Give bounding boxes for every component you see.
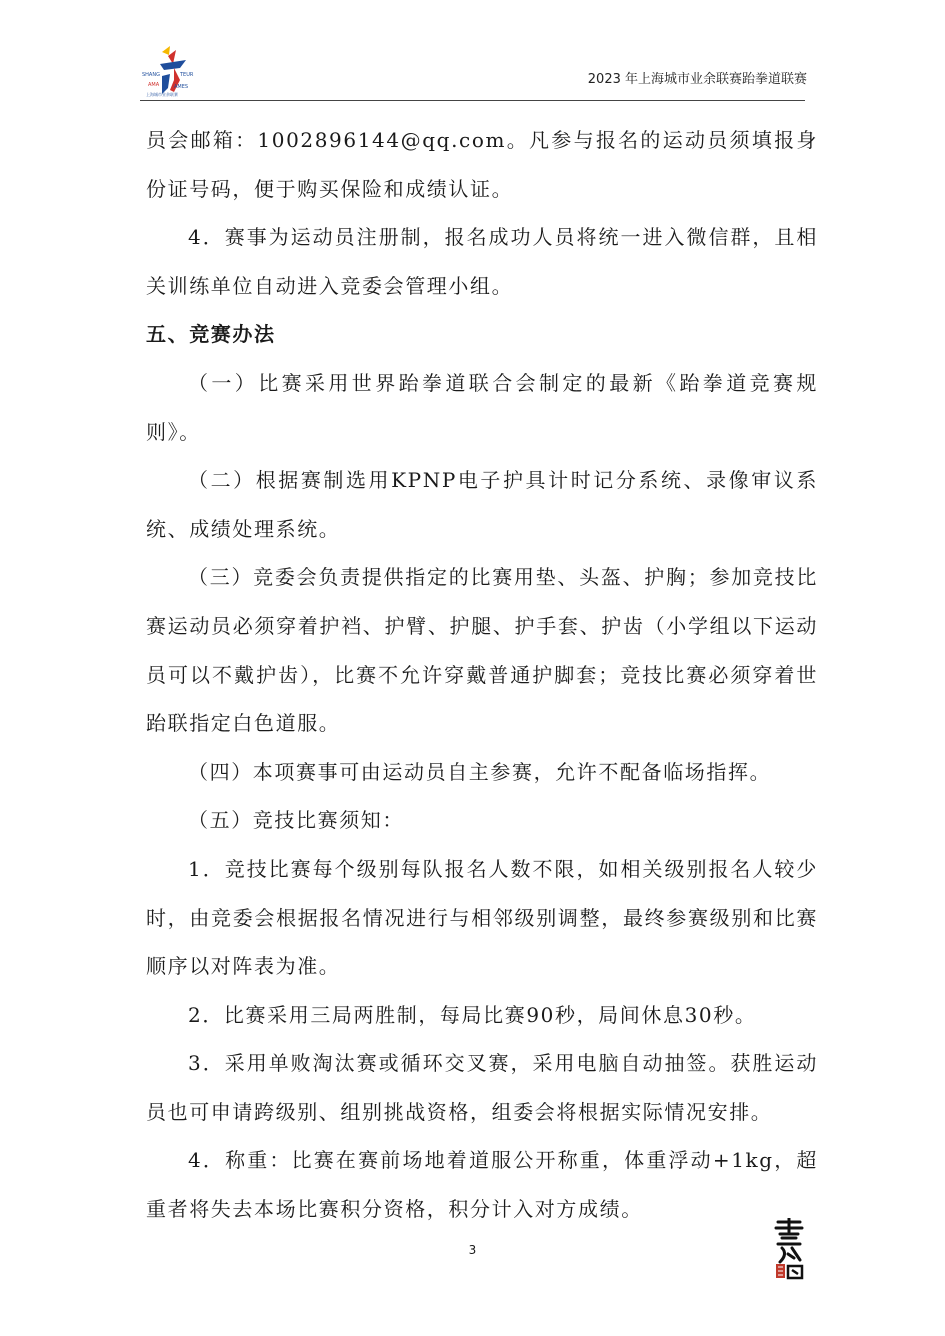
paragraph-2: 4．赛事为运动员注册制，报名成功人员将统一进入微信群，且相关训练单位自动进入竞委会管理小组。 (146, 225, 818, 298)
paragraph-11: 4．称重：比赛在赛前场地着道服公开称重，体重浮动+1kg，超重者将失去本场比赛积分资格，积分计入对方成绩。 (146, 1148, 818, 1222)
paragraph-10: 3．采用单败淘汰赛或循环交叉赛，采用电脑自动抽签。获胜运动员也可申请跨级别、组别挑战资格，组委会将根据实际情况安排。 (146, 1051, 818, 1124)
paragraph-8: 1．竞技比赛每个级别每队报名人数不限，如相关级别报名人较少时，由竞委会根据报名情况进行与相邻级别调整，最终参赛级别和比赛顺序以对阵表为准。 (146, 856, 818, 979)
svg-text:TEUR: TEUR (180, 72, 194, 78)
shanghai-amateur-games-logo-icon (140, 46, 218, 102)
paragraph-3: （一）比赛采用世界跆拳道联合会制定的最新《跆拳道竞赛规则》。 (146, 370, 818, 444)
paragraph-9: 2．比赛采用三局两胜制，每局比赛90秒，局间休息30秒。 (188, 1002, 757, 1027)
document-body (146, 116, 818, 1234)
header-title: 2023 年上海城市业余联赛跆拳道联赛 (587, 72, 807, 87)
section-heading: 五、竞赛办法 (146, 322, 276, 347)
paragraph-7: （五）竞技比赛须知： (188, 808, 404, 833)
svg-text:AMES: AMES (174, 84, 189, 90)
header-divider (140, 100, 805, 101)
svg-text:上海城市业余联赛: 上海城市业余联赛 (146, 92, 178, 97)
svg-text:AMA: AMA (148, 82, 160, 88)
paragraph-6: （四）本项赛事可由运动员自主参赛，允许不配备临场指挥。 (188, 759, 772, 784)
paragraph-4: （二）根据赛制选用KPNP电子护具计时记分系统、录像审议系统、成绩处理系统。 (146, 468, 818, 541)
page-number: 3 (468, 1243, 477, 1257)
paragraph-1: 员会邮箱：1002896144@qq.com。凡参与报名的运动员须填报身份证号码，便于购买保险和成绩认证。 (146, 128, 818, 201)
paragraph-5: （三）竞委会负责提供指定的比赛用垫、头盔、护胸；参加竞技比赛运动员必须穿着护裆、护臂、护腿、护手套、护齿（小学组以下运动员可以不戴护齿），比赛不允许穿戴普通护脚套；竞技比赛必须穿着世跆联指定白色道服。 (146, 565, 818, 736)
calligraphy-seal-icon (772, 1218, 806, 1282)
svg-text:SHANG: SHANG (142, 72, 160, 78)
